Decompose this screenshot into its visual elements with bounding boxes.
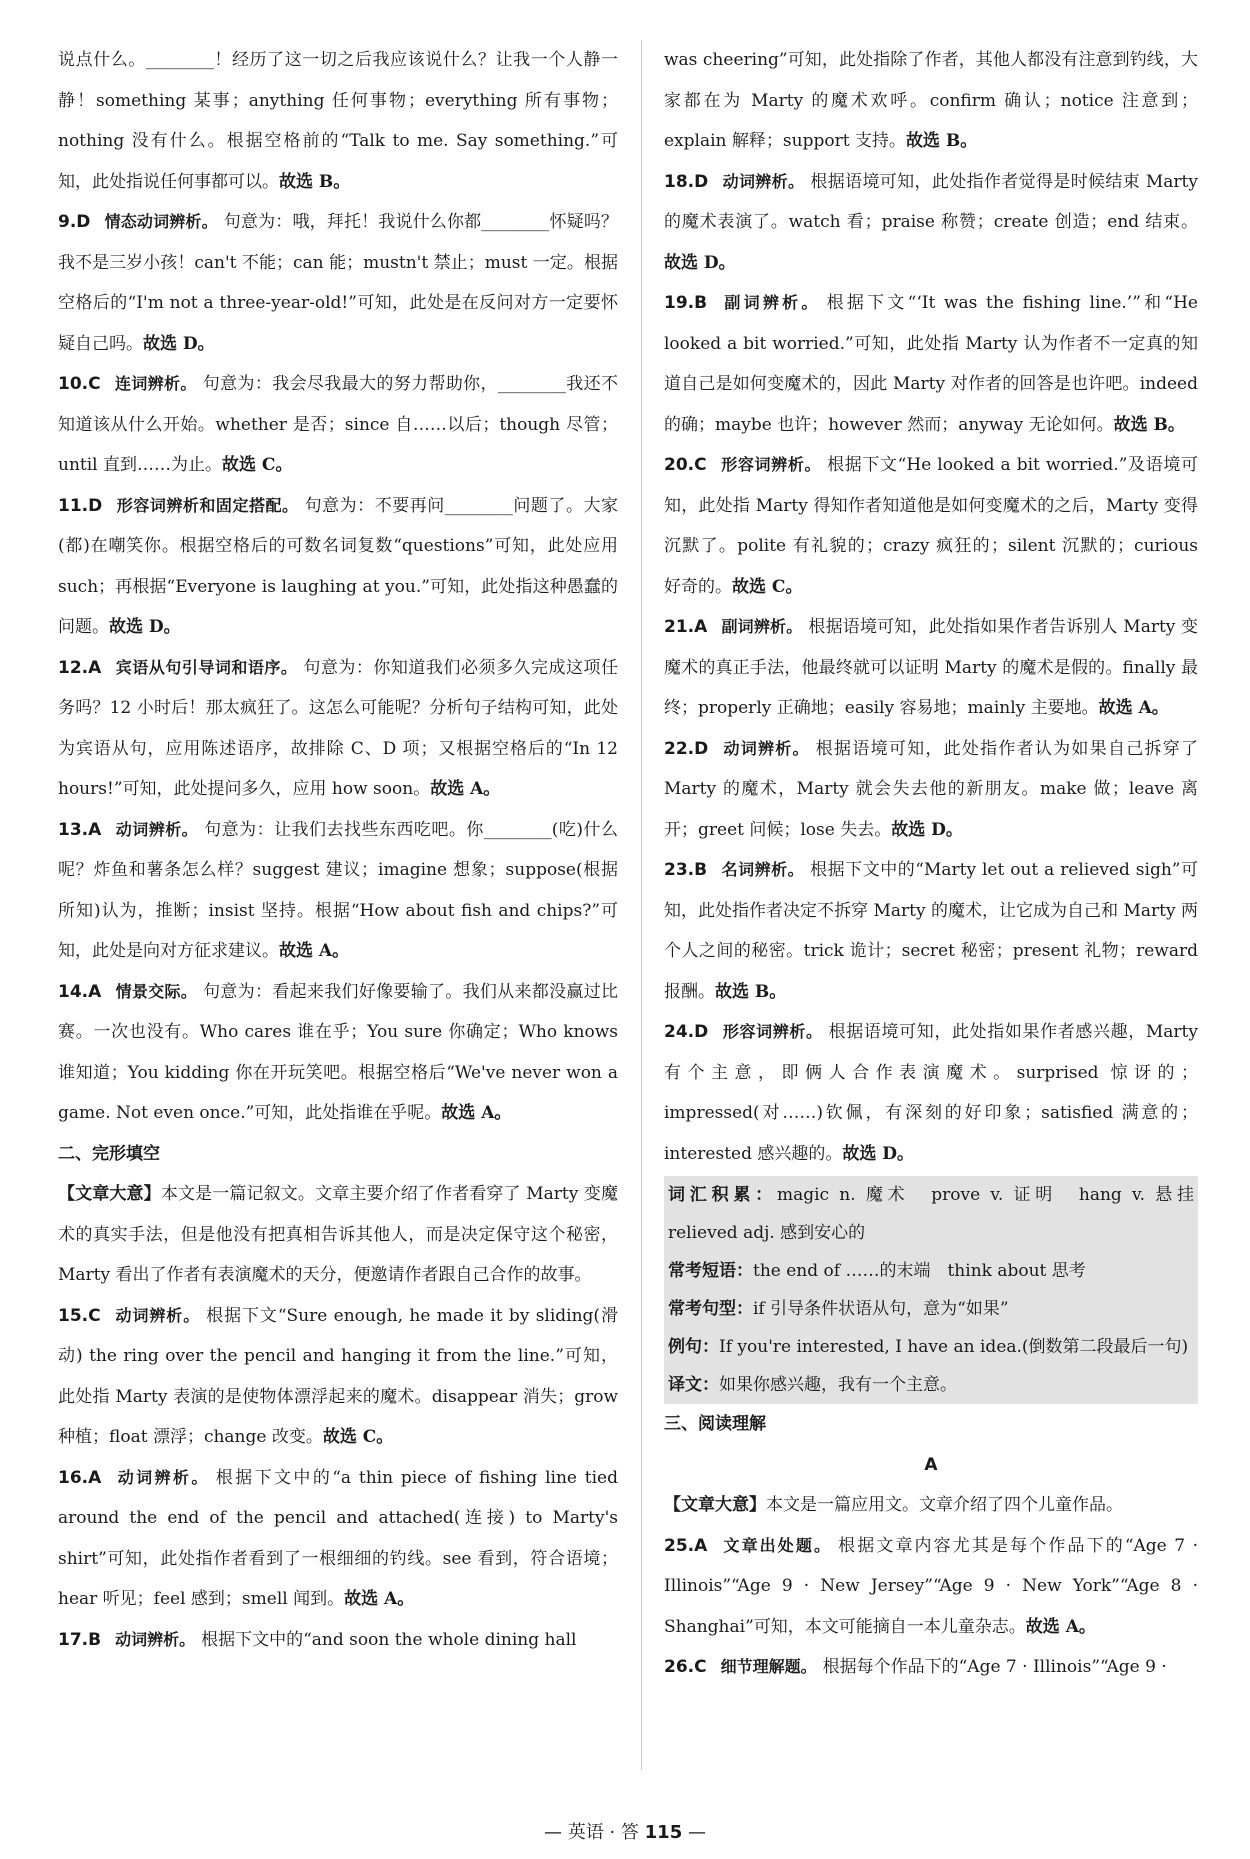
page-footer: — 英语 · 答 115 — xyxy=(544,1822,706,1843)
item-number: 25.A xyxy=(664,1535,708,1556)
answer-item-15: 15.C 动词辨析。 根据下文“Sure enough, he made it by sliding(滑动) the ring over the pencil and hanging it from the line.”可知，此处指 Marty 表演的是使物体漂浮起来的魔术。disappear 消失；grow 种植；float 漂浮；change 改变。故选 C。 xyxy=(58,1305,618,1447)
item-number: 23.B xyxy=(664,860,708,880)
item-number: 13.A xyxy=(58,819,102,840)
item-type: 连词辨析。 xyxy=(114,374,197,393)
pattern-line: 常考句型：if 引导条件状语从句，意为“如果” xyxy=(668,1299,1009,1319)
article-summary: 【文章大意】本文是一篇记叙文。文章主要介绍了作者看穿了 Marty 变魔术的真实手法，但是他没有把真相告诉其他人，而是决定保守这个秘密，Marty 看出了作者有表演魔术的天分，便邀请作者跟自己合作的故事。 xyxy=(58,1184,619,1285)
item-type: 情态动词辨析。 xyxy=(104,212,218,231)
item-type: 情景交际。 xyxy=(115,981,198,1001)
vocab-line: 词汇积累：magic n. 魔术 prove v. 证明 hang v. 悬挂 relieved adj. 感到安心的 xyxy=(668,1185,1211,1243)
item-number: 22.D xyxy=(664,738,709,759)
item-number: 18.D xyxy=(664,171,709,192)
answer-item-14: 14.A 情景交际。 句意为：看起来我们好像要输了。我们从来都没赢过比赛。一次也没有。Who cares 谁在乎；You sure 你确定；Who knows 谁知道；You kidding 你在开玩笑吧。根据空格后“We've never won a game. Not even once.”可知，此处指谁在乎呢。故选 A。 xyxy=(58,981,618,1123)
item-type: 动词辨析。 xyxy=(114,1305,201,1325)
item-number: 16.A xyxy=(58,1467,102,1488)
item-type: 副词辨析。 xyxy=(721,293,821,312)
item-number: 24.D xyxy=(664,1022,709,1042)
answer-item-22: 22.D 动词辨析。 根据语境可知，此处指作者认为如果自己拆穿了 Marty 的魔术，Marty 就会失去他的新朋友。make 做；leave 离开；greet 问候；lose 失去。故选 D。 xyxy=(664,738,1198,840)
vocabulary-box xyxy=(664,1176,1211,1404)
item-type: 形容词辨析和固定搭配。 xyxy=(116,495,299,515)
item-number: 21.A xyxy=(664,617,708,637)
item-type: 动词辨析。 xyxy=(722,738,810,758)
item-number: 15.C xyxy=(58,1305,101,1326)
translation-line: 译文：如果你感兴趣，我有一个主意。 xyxy=(668,1375,957,1395)
item-number: 14.A xyxy=(58,981,102,1002)
section-heading-cloze: 二、完形填空 xyxy=(58,1143,160,1164)
section-heading-reading: 三、阅读理解 xyxy=(664,1414,766,1434)
answer-item-12: 12.A 宾语从句引导词和语序。 句意为：你知道我们必须多久完成这项任务吗？12 小时后！那太疯狂了。这怎么可能呢？分析句子结构可知，此处为宾语从句，应用陈述语序，故排除 C、D 项；又根据空格后的“In 12 hours!”可知，此处提问多久，应用 how soon。故选 A。 xyxy=(58,657,618,799)
passage-title-a: A xyxy=(924,1454,938,1475)
answer-item-24: 24.D 形容词辨析。 根据语境可知，此处指如果作者感兴趣，Marty 有个主意，即俩人合作表演魔术。surprised 惊讶的；impressed(对……)钦佩，有深刻的好印象；satisfied 满意的；interested 感兴趣的。故选 D。 xyxy=(664,1022,1198,1164)
item-number: 19.B xyxy=(664,293,708,313)
item-number: 20.C xyxy=(664,455,707,475)
answer-item-16: 16.A 动词辨析。 根据下文中的“a thin piece of fishing line tied around the end of the pencil and attached(连接) to Marty's shirt”可知，此处指作者看到了一根细细的钓线。see 看到，符合语境；hear 听见；feel 感到；smell 闻到。故选 A。 xyxy=(58,1467,618,1609)
item-type: 副词辨析。 xyxy=(721,617,803,636)
item-number: 9.D xyxy=(58,212,91,232)
item-number: 17.B xyxy=(58,1629,102,1650)
answer-item-26: 26.C 细节理解题。 根据每个作品下的“Age 7 · Illinois”“Age 9 · xyxy=(664,1657,1167,1677)
item-type: 形容词辨析。 xyxy=(722,1022,823,1041)
page-number: 115 xyxy=(644,1822,683,1843)
item-number: 10.C xyxy=(58,374,101,394)
item-type: 细节理解题。 xyxy=(720,1657,817,1676)
answer-item-23: 23.B 名词辨析。 根据下文中的“Marty let out a relieved sigh”可知，此处指作者决定不拆穿 Marty 的魔术，让它成为自己和 Marty 两个人之间的秘密。trick 诡计；secret 秘密；present 礼物；reward 报酬。故选 B。 xyxy=(664,860,1198,1002)
item-type: 动词辨析。 xyxy=(115,1467,210,1487)
paragraph-continued: 说点什么。________！经历了这一切之后我应该说什么？让我一个人静一静！something 某事；anything 任何事物；everything 所有事物；nothing 没有什么。根据空格前的“Talk to me. Say something.”可知，此处指说任何事都可以。故选 B。 xyxy=(58,50,618,192)
item-number: 12.A xyxy=(58,657,102,678)
answer-item-9: 9.D 情态动词辨析。 句意为：哦，拜托！我说什么你都________怀疑吗？我不是三岁小孩！can't 不能；can 能；mustn't 禁止；must 一定。根据空格后的“I'm not a three-year-old!”可知，此处是在反问对方一定要怀疑自己吗。故选 D。 xyxy=(58,212,618,354)
answer-item-18: 18.D 动词辨析。 根据语境可知，此处指作者觉得是时候结束 Marty 的魔术表演了。watch 看；praise 称赞；create 创造；end 结束。故选 D。 xyxy=(664,171,1198,273)
item-type: 动词辨析。 xyxy=(115,819,199,839)
item-type: 名词辨析。 xyxy=(721,860,805,879)
item-number: 26.C xyxy=(664,1657,707,1677)
answer-item-20: 20.C 形容词辨析。 根据下文“He looked a bit worried.”及语境可知，此处指 Marty 得知作者知道他是如何变魔术的之后，Marty 变得沉默了。polite 有礼貌的；crazy 疯狂的；silent 沉默的；curious 好奇的。故选 C。 xyxy=(664,455,1198,597)
answer-item-10: 10.C 连词辨析。 句意为：我会尽我最大的努力帮助你，________我还不知道该从什么开始。whether 是否；since 自……以后；though 尽管；until 直到……为止。故选 C。 xyxy=(58,374,618,475)
phrase-line: 常考短语：the end of ……的末端 think about 思考 xyxy=(668,1261,1086,1281)
answer-item-25: 25.A 文章出处题。 根据文章内容尤其是每个作品下的“Age 7 · Illinois”“Age 9 · New Jersey”“Age 9 · New York”“Age 8 · Shanghai”可知，本文可能摘自一本儿童杂志。故选 A。 xyxy=(664,1535,1198,1637)
paragraph-continued: was cheering”可知，此处指除了作者，其他人都没有注意到钓线，大家都在为 Marty 的魔术欢呼。confirm 确认；notice 注意到；explain 解释；support 支持。故选 B。 xyxy=(664,50,1198,151)
item-type: 动词辨析。 xyxy=(722,171,805,191)
left-column xyxy=(58,40,618,1660)
item-type: 宾语从句引导词和语序。 xyxy=(115,657,298,677)
answer-item-13: 13.A 动词辨析。 句意为：让我们去找些东西吃吧。你________(吃)什么呢？炸鱼和薯条怎么样？suggest 建议；imagine 想象；suppose(根据所知)认为，推断；insist 坚持。根据“How about fish and chips?”可知，此处是向对方征求建议。故选 A。 xyxy=(58,819,618,961)
item-type: 形容词辨析。 xyxy=(720,455,822,474)
item-type: 文章出处题。 xyxy=(721,1535,833,1555)
article-summary: 【文章大意】本文是一篇应用文。文章介绍了四个儿童作品。 xyxy=(664,1495,1123,1515)
answer-item-11: 11.D 形容词辨析和固定搭配。 句意为：不要再问________问题了。大家(都)在嘲笑你。根据空格后的可数名词复数“questions”可知，此处应用 such；再根据“Everyone is laughing at you.”可知，此处指这种愚蠢的问题。故选 D。 xyxy=(58,495,618,637)
answer-item-17: 17.B 动词辨析。 根据下文中的“and soon the whole dining hall xyxy=(58,1629,577,1650)
answer-item-19: 19.B 副词辨析。 根据下文“‘It was the fishing line.’”和“He looked a bit worried.”可知，此处指 Marty 认为作者不一定真的知道自己是如何变魔术的，因此 Marty 对作者的回答是也许吧。indeed 的确；maybe 也许；however 然而；anyway 无论如何。故选 B。 xyxy=(664,293,1198,435)
item-type: 动词辨析。 xyxy=(115,1629,196,1649)
right-column xyxy=(664,40,1211,1688)
example-line: 例句：If you're interested, I have an idea.(倒数第二段最后一句) xyxy=(668,1337,1189,1357)
answer-item-21: 21.A 副词辨析。 根据语境可知，此处指如果作者告诉别人 Marty 变魔术的真正手法，他最终就可以证明 Marty 的魔术是假的。finally 最终；properly 正确地；easily 容易地；mainly 主要地。故选 A。 xyxy=(664,617,1198,718)
item-number: 11.D xyxy=(58,495,103,516)
column-divider xyxy=(641,40,642,1770)
